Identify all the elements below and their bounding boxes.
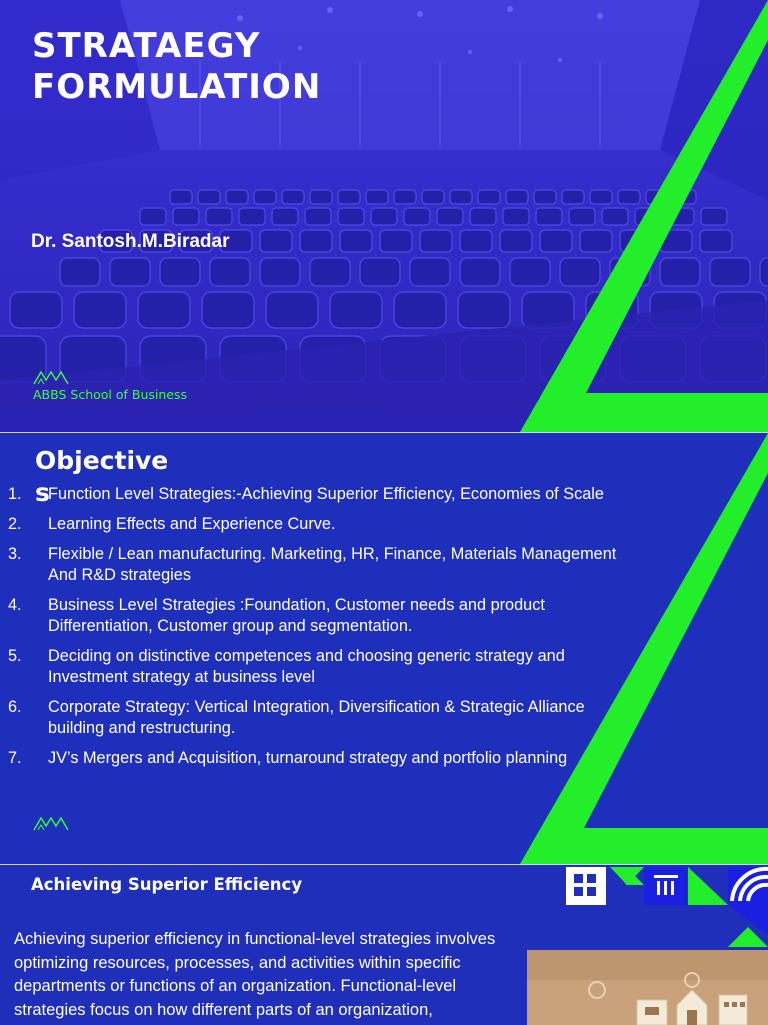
- auditorium-seat: [420, 230, 452, 252]
- auditorium-seat: [460, 230, 492, 252]
- list-item: 7. JV’s Mergers and Acquisition, turnaround strategy and portfolio planning: [8, 749, 568, 767]
- auditorium-seat: [173, 208, 199, 225]
- auditorium-seat: [170, 190, 192, 204]
- auditorium-seat: [590, 190, 612, 204]
- auditorium-seat: [503, 208, 529, 225]
- auditorium-seat: [371, 208, 397, 225]
- auditorium-seat: [404, 208, 430, 225]
- auditorium-seat: [272, 208, 298, 225]
- list-item: 4. Business Level Strategies :Foundation, Customer needs and product Differentiation, Customer group and segmentation.: [8, 596, 545, 635]
- auditorium-seat: [560, 258, 600, 286]
- auditorium-seat: [210, 258, 250, 286]
- auditorium-seat: [266, 292, 318, 328]
- auditorium-seat: [510, 258, 550, 286]
- auditorium-seat: [410, 258, 450, 286]
- auditorium-seat: [618, 190, 640, 204]
- auditorium-seat: [366, 190, 388, 204]
- abbs-mountain-logo-icon: [33, 369, 69, 385]
- abbs-mountain-logo-icon: [33, 815, 69, 831]
- list-item: 6. Corporate Strategy: Vertical Integration, Diversification & Strategic Alliance building and restructuring.: [8, 698, 585, 737]
- auditorium-seat: [540, 230, 572, 252]
- auditorium-seat: [206, 208, 232, 225]
- objectives-list: [0, 484, 620, 778]
- auditorium-seat: [282, 190, 304, 204]
- auditorium-seat: [580, 230, 612, 252]
- auditorium-seat: [260, 230, 292, 252]
- auditorium-seat: [602, 208, 628, 225]
- auditorium-seat: [536, 208, 562, 225]
- auditorium-seat: [569, 208, 595, 225]
- auditorium-seat: [226, 190, 248, 204]
- auditorium-seat: [478, 190, 500, 204]
- wooden-blocks-photo: [527, 950, 768, 1025]
- auditorium-seat: [422, 190, 444, 204]
- auditorium-seat: [458, 292, 510, 328]
- auditorium-seat: [437, 208, 463, 225]
- auditorium-seat: [140, 208, 166, 225]
- author-name: Dr. Santosh.M.Biradar: [31, 231, 230, 252]
- slide-title: Achieving Superior Efficiency: [31, 875, 303, 894]
- auditorium-seat: [360, 258, 400, 286]
- auditorium-seat: [305, 208, 331, 225]
- list-item: 1. Function Level Strategies:-Achieving Superior Efficiency, Economies of Scale: [8, 485, 604, 503]
- auditorium-seat: [198, 190, 220, 204]
- auditorium-seat: [160, 258, 200, 286]
- auditorium-seat: [254, 190, 276, 204]
- auditorium-seat: [310, 258, 350, 286]
- auditorium-seat: [310, 190, 332, 204]
- objectives-slide: [0, 432, 768, 864]
- auditorium-seat: [534, 190, 556, 204]
- auditorium-seat: [380, 230, 412, 252]
- list-item: 3. Flexible / Lean manufacturing. Marketing, HR, Finance, Materials Management And R&D strategies: [8, 545, 617, 584]
- auditorium-seat: [460, 258, 500, 286]
- auditorium-seat: [74, 292, 126, 328]
- auditorium-seat: [470, 208, 496, 225]
- auditorium-seat: [202, 292, 254, 328]
- auditorium-seat: [338, 190, 360, 204]
- auditorium-seat: [506, 190, 528, 204]
- auditorium-seat: [300, 230, 332, 252]
- auditorium-seat: [138, 292, 190, 328]
- presentation-title: STRATAEGY FORMULATION: [32, 26, 322, 107]
- efficiency-slide: [0, 864, 768, 1025]
- auditorium-seat: [330, 292, 382, 328]
- auditorium-seat: [500, 230, 532, 252]
- slide-body-text: Achieving superior efficiency in functional-level strategies involves optimizing resources, processes, and activities within specific departments or functions of an organization. Functional-level strategies focus on how different parts of an organization,: [14, 930, 496, 1019]
- auditorium-seat: [110, 258, 150, 286]
- auditorium-seat: [450, 190, 472, 204]
- auditorium-seat: [10, 292, 62, 328]
- auditorium-seat: [239, 208, 265, 225]
- geometric-icons-decoration: [564, 865, 768, 950]
- auditorium-seat: [340, 230, 372, 252]
- school-name: ABBS School of Business: [33, 387, 188, 402]
- auditorium-seat: [562, 190, 584, 204]
- auditorium-seat: [60, 258, 100, 286]
- auditorium-seat: [394, 190, 416, 204]
- slide-heading: Objectives: [35, 446, 169, 507]
- auditorium-seat: [338, 208, 364, 225]
- title-slide: [0, 0, 768, 432]
- list-item: 2. Learning Effects and Experience Curve.: [8, 515, 336, 533]
- auditorium-seat: [260, 258, 300, 286]
- auditorium-seat: [394, 292, 446, 328]
- list-item: 5. Deciding on distinctive competences and choosing generic strategy and Investment strategy at business level: [8, 647, 565, 686]
